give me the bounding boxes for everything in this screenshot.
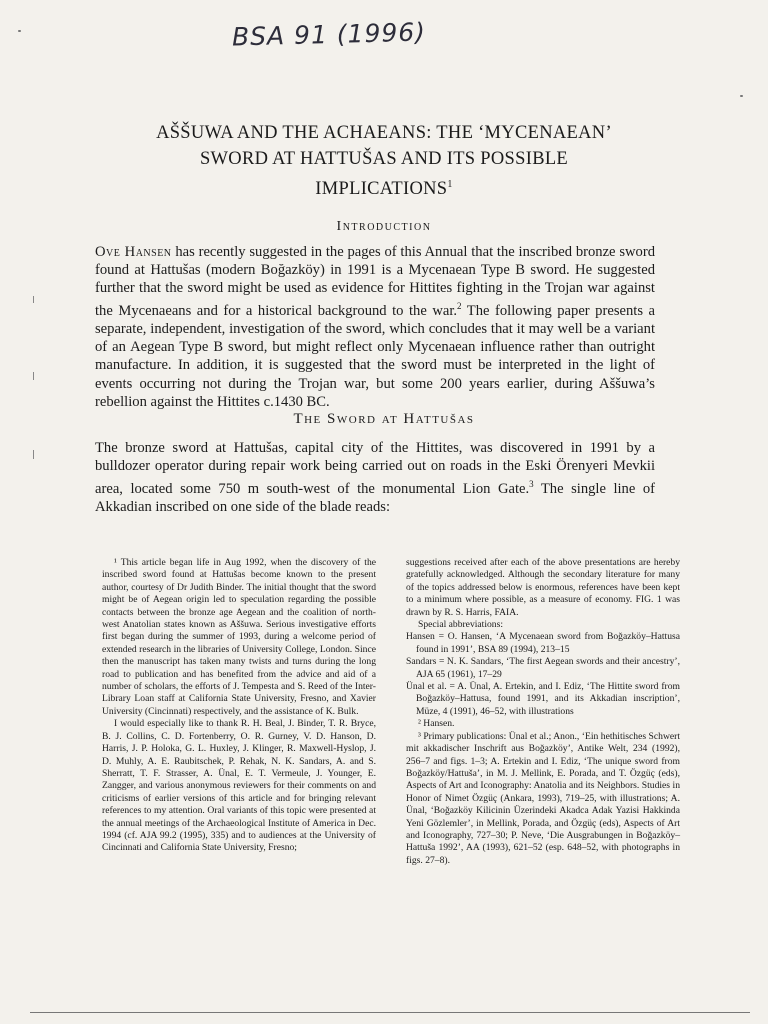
page-edge-rule <box>30 1012 750 1013</box>
footnote-2: ² Hansen. <box>418 718 455 730</box>
section-heading-sword: The Sword at Hattušas <box>293 411 475 427</box>
abbreviation-entry: Ünal et al. = A. Ünal, A. Ertekin, and I. Ediz, ‘The Hittite sword from Boğazköy–Hattusa, found 1991, and its Akkadian inscription’, Müze, 4 (1991), 46–52, with illustrations <box>406 681 680 717</box>
footnotes-left-column <box>102 557 376 855</box>
scan-speck <box>740 95 743 97</box>
footnote-3: ³ Primary publications: Ünal et al.; Anon., ‘Ein hethitisches Schwert mit akkadischer Inschrift aus Boğazköy’, Antike Welt, 234 (1992), 256–7 and figs. 1–3; A. Ertekin and I. Ediz, ‘The unique sword from Boğazköy/Hattuša’, in M. J. Mellink, E. Porada, and T. Özgüç (eds), Aspects of Art and Iconography: Anatolia and its Neighbors. Studies in Honor of Nimet Özgüç (Ankara, 1993), 719–25, with illustrations; A. Ünal, ‘Boğazköy Kilicinin Üzerindeki Akadca Adak Yazisi Hakkinda Yeni Gözlemler’, in Mellink, Porada, and Özgüç (eds), Aspects of Art and Iconography, 727–30; P. Neve, ‘Die Ausgrabungen in Boğazköy–Hattuša 1992’, AA (1993), 621–52 (esp. 648–52, with photographs in figs. 27–8). <box>406 730 680 866</box>
abbreviations-heading: Special abbreviations: <box>418 619 503 631</box>
footnote-ref: 3 <box>529 479 534 490</box>
footnote-paragraph: I would especially like to thank R. H. Beal, J. Binder, T. R. Bryce, B. J. Collins, C. D. Fortenberry, O. R. Gurney, V. D. Hanson, D. Harris, J. P. Holoka, G. L. Huxley, J. Klinger, R. Maxwell-Hyslop, J. D. Muhly, A. E. Raubitschek, P. Rehak, N. K. Sandars, A. and S. Sherratt, T. F. Strasser, A. Ünal, E. T. Vermeule, J. Younger, E. Zangger, and various anonymous reviewers for their comments on and criticisms of earlier versions of this article and for bringing relevant references to my attention. Oral variants of this topic were presented at the annual meetings of the Archaeological Institute of America in Dec. 1994 (cf. AJA 99.2 (1995), 335) and to audiences at the University of Cincinnati and California State University, Fresno; <box>102 718 376 854</box>
abbreviation-entry: Sandars = N. K. Sandars, ‘The first Aegean swords and their ancestry’, AJA 65 (1961), 17–29 <box>406 656 680 680</box>
article-title <box>120 120 648 202</box>
scan-speck <box>18 30 21 32</box>
title-line: SWORD AT HATTUŠAS AND ITS POSSIBLE <box>199 149 569 169</box>
title-line: AŠŠUWA AND THE ACHAEANS: THE ‘MYCENAEAN’ <box>156 123 612 143</box>
margin-mark <box>33 372 34 380</box>
footnote-ref: 2 <box>457 301 462 312</box>
lead-in: Ove Hansen <box>95 244 172 260</box>
footnotes-right-column <box>406 557 680 867</box>
margin-mark <box>33 296 34 303</box>
footnote-continuation: suggestions received after each of the above presentations are hereby gratefully acknowledged. Although the secondary literature for many of the topics addressed below is enormous, references have been kept to a minimum where possible, as a measure of economy. FIG. 1 was drawn by R. S. Harris, FAIA. <box>406 557 680 618</box>
title-line: IMPLICATIONS$^1$ <box>315 179 453 200</box>
footnote-paragraph: ¹ This article began life in Aug 1992, when the discovery of the inscribed sword found at Hattušas become known to the present author, courtesy of Dr Judith Binder. The initial thought that the sword might be of Aegean origin led to speculation regarding the possible contacts between the bronze age Aegean and the coalition of north-west Anatolian states known as Aššuwa. Serious investigative efforts first began during the summer of 1993, during a welcome period of extended research in the libraries of University College, London. Since then the manuscript has taken many twists and turns during the long road to publication and has benefited from the advice and aid of a number of scholars, the efforts of J. Tempesta and S. Reed of the Inter-Library Loan staff at California State University, Fresno, and Xavier University (Cincinnati) respectively, and the assistance of K. Bulk. <box>102 557 376 717</box>
introduction-paragraph: Ove Hansen has recently suggested in the pages of this Annual that the inscribed bronze sword found at Hattušas (modern Boğazköy) in 1991 is a Mycenaean Type B sword. He suggested further that the sword might be used as evidence for Hittites fighting in the Trojan war against the Mycenaeans and for a historical background to the war.$^2$ The following paper presents a separate, independent, investigation of the sword, which concludes that it may well be a variant of an Aegean Type B sword, but might reflect only Mycenaean influence rather than outright manufacture. In addition, it is suggested that the sword must be interpreted in the light of events occurring not during the Trojan war, but some 200 years earlier, during Aššuwa’s rebellion against the Hittites c.1430 BC. <box>95 244 655 410</box>
sword-paragraph: The bronze sword at Hattušas, capital city of the Hittites, was discovered in 1991 by a bulldozer operator during repair work being carried out on roads in the Eski Örenyeri Mevkii area, located some 750 m south-west of the monumental Lion Gate.$^3$ The single line of Akkadian inscribed on one side of the blade reads: <box>95 440 655 516</box>
footnote-ref: 1 <box>447 179 453 190</box>
abbreviation-entry: Hansen = O. Hansen, ‘A Mycenaean sword from Boğazköy–Hattusa found in 1991’, BSA 89 (1994), 213–15 <box>406 631 680 655</box>
section-heading-introduction: Introduction <box>336 219 432 234</box>
margin-mark <box>33 450 34 459</box>
handwritten-annotation: BSA 91 (1996) <box>231 17 427 52</box>
